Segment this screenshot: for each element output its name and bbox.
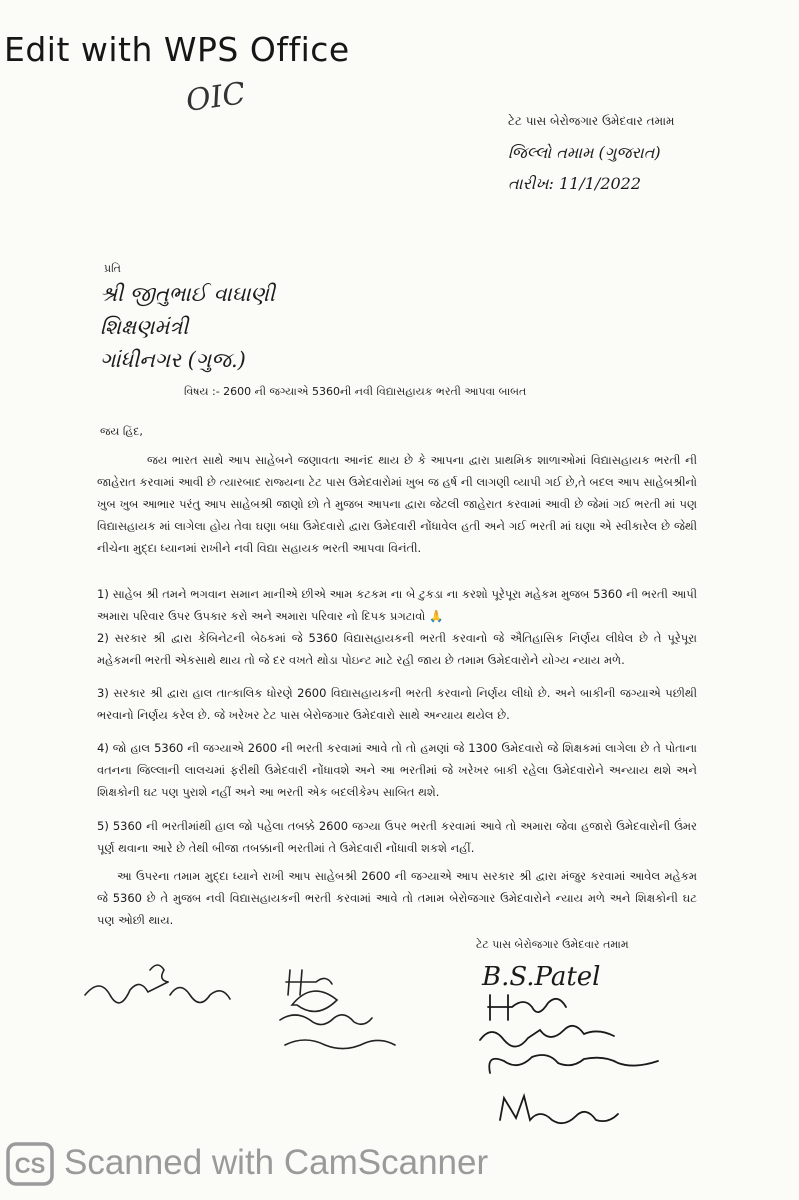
paragraph-point-1: 1) સાહેબ શ્રી તમને ભગવાન સમાન માનીએ છીએ આમ કટકમ ના બે ટુકડા ના કરશો પૂરેપૂરા મહેકમ મુજબ 5360 ની ભરતી આપી અમારા પરિવાર ઉપર ઉપકાર કરો અને અમારા પરિવાર નો દિપક પ્રગટાવો 🙏	[97, 587, 697, 623]
wps-watermark: Edit with WPS Office	[4, 30, 350, 69]
recipient-block	[100, 278, 275, 377]
signature-heading: ટેટ પાસ બેરોજગાર ઉમેદવાર તમામ	[476, 938, 629, 951]
paragraph-point-5: 5) 5360 ની ભરતીમાંથી હાલ જો પહેલા તબક્કે 2600 જગ્યા ઉપર ભરતી કરવામાં આવે તો અમારા જેવા હજારો ઉમેદવારોની ઉંમર પૂર્ણ થવાના આરે છે તેથી બીજા તબક્કાની ભરતીમાં તે ઉમેદવારી નોંધાવી શકશે નહીં.	[97, 819, 697, 855]
svg-text:CS: CS	[14, 1153, 46, 1178]
recipient-name: શ્રી જીતુભાઈ વાઘાણી	[100, 282, 275, 306]
sender-line-1: ટેટ પાસ બેરોજગાર ઉમેદવાર તમામ	[508, 114, 675, 128]
camscanner-footer	[0, 1130, 799, 1200]
handwritten-olc-mark: OIC	[183, 76, 248, 119]
letter-subject: વિષય :- 2600 ની જગ્યાએ 5360ની નવી વિદ્યાસહાયક ભરતી આપવા બાબત	[184, 385, 527, 398]
paragraph-conclusion: આ ઉપરના તમામ મુદ્દા ધ્યાને રાખી આપ સાહેબશ્રી 2600 ની જગ્યાએ આપ સરકાર શ્રી દ્વારા મંજુર કરવામાં આવેલ મહેકમ જે 5360 છે તે મુજબ નવી વિદ્યાસહાયકની ભરતી કરવામાં આવે તો તમામ બેરોજગાર ઉમેદવારોને ન્યાય મળે અને શિક્ષકોની ઘટ પણ ઓછી થાય.	[97, 869, 697, 927]
salutation: જય હિંદ,	[100, 425, 143, 438]
recipient-label: પ્રતિ	[104, 262, 121, 275]
handwritten-signatures-right	[460, 955, 760, 1145]
paragraph-point-2: 2) સરકાર શ્રી દ્વારા કેબિનેટની બેઠકમાં જે 5360 વિદ્યાસહાયકની ભરતી કરવાનો જે ઐતિહાસિક નિર્ણય લીધેલ છે તે પૂરેપૂરા મહેકમની ભરતી એકસાથે થાય તો જે દર વખતે થોડા પોઇન્ટ માટે રહી જાય છે તમામ ઉમેદવારોને યોગ્ય ન્યાય મળે.	[97, 631, 697, 667]
camscanner-watermark-text: Scanned with CamScanner	[64, 1143, 489, 1182]
handwritten-signatures-left	[40, 950, 420, 1080]
sender-block	[508, 106, 674, 199]
recipient-place: ગાંધીનગર (ગુજ.)	[100, 348, 246, 372]
paragraph-point-3: 3) સરકાર શ્રી દ્વારા હાલ તાત્કાલિક ધોરણે 2600 વિદ્યાસહાયકની ભરતી કરવાનો નિર્ણય લીધો છે. અને બાકીની જગ્યાએ પછીથી ભરવાનો નિર્ણય કરેલ છે. જે ખરેખર ટેટ પાસ બેરોજગાર ઉમેદવારો સાથે અન્યાય થયેલ છે.	[97, 686, 697, 722]
paragraph-point-4: 4) જો હાલ 5360 ની જગ્યાએ 2600 ની ભરતી કરવામાં આવે તો તો હમણાં જે 1300 ઉમેદવારો જે શિક્ષકમાં લાગેલા છે તે પોતાના વતનના જિલ્લાની લાલચમાં ફરીથી ઉમેદવારી નોંધાવશે અને આ ભરતીમાં જે ખરેખર બાકી રહેલા ઉમેદવારોને અન્યાય થશે અને શિક્ષકોની ઘટ પણ પુરાશે નહીં અને આ ભરતી એક બદલીકેમ્પ સાબિત થશે.	[97, 741, 697, 799]
paragraph-intro: જય ભારત સાથે આપ સાહેબને જણાવતા આનંદ થાય છે કે આપના દ્વારા પ્રાથમિક શાળાઓમાં વિદ્યાસહાયક ભરતી ની જાહેરાત કરવામાં આવી છે ત્યારબાદ રાજ્યના ટેટ પાસ ઉમેદવારોમાં ખુબ જ હર્ષ ની લાગણી વ્યાપી ગઈ છે,તે બદલ આપ સાહેબશ્રીનો ખુબ ખુબ આભાર પરંતુ આપ સાહેબશ્રી જાણો છો તે મુજબ આપના દ્વારા જેટલી જાહેરાત કરવામાં આવી છે જેમાં ગઈ ભરતી માં પણ વિદ્યાસહાયક માં લાગેલા હોય તેવા ઘણા બધા ઉમેદવારો દ્વારા ઉમેદવારી નોંધાવેલ હતી અને ગઈ ભરતી માં ઘણા એ સ્વીકારેલ છે જેથી નીચેના મુદ્દા ધ્યાનમાં રાખીને નવી વિદ્યા સહાયક ભરતી આપવા વિનંતી.	[97, 453, 697, 555]
camscanner-logo-icon	[6, 1142, 54, 1186]
sender-date: તારીખ: 11/1/2022	[508, 174, 642, 193]
recipient-title: શિક્ષણમંત્રી	[100, 315, 189, 339]
signature-bs-patel: B.S.Patel	[482, 962, 601, 992]
sender-line-2: જિલ્લો તમામ (ગુજરાત)	[508, 143, 661, 162]
